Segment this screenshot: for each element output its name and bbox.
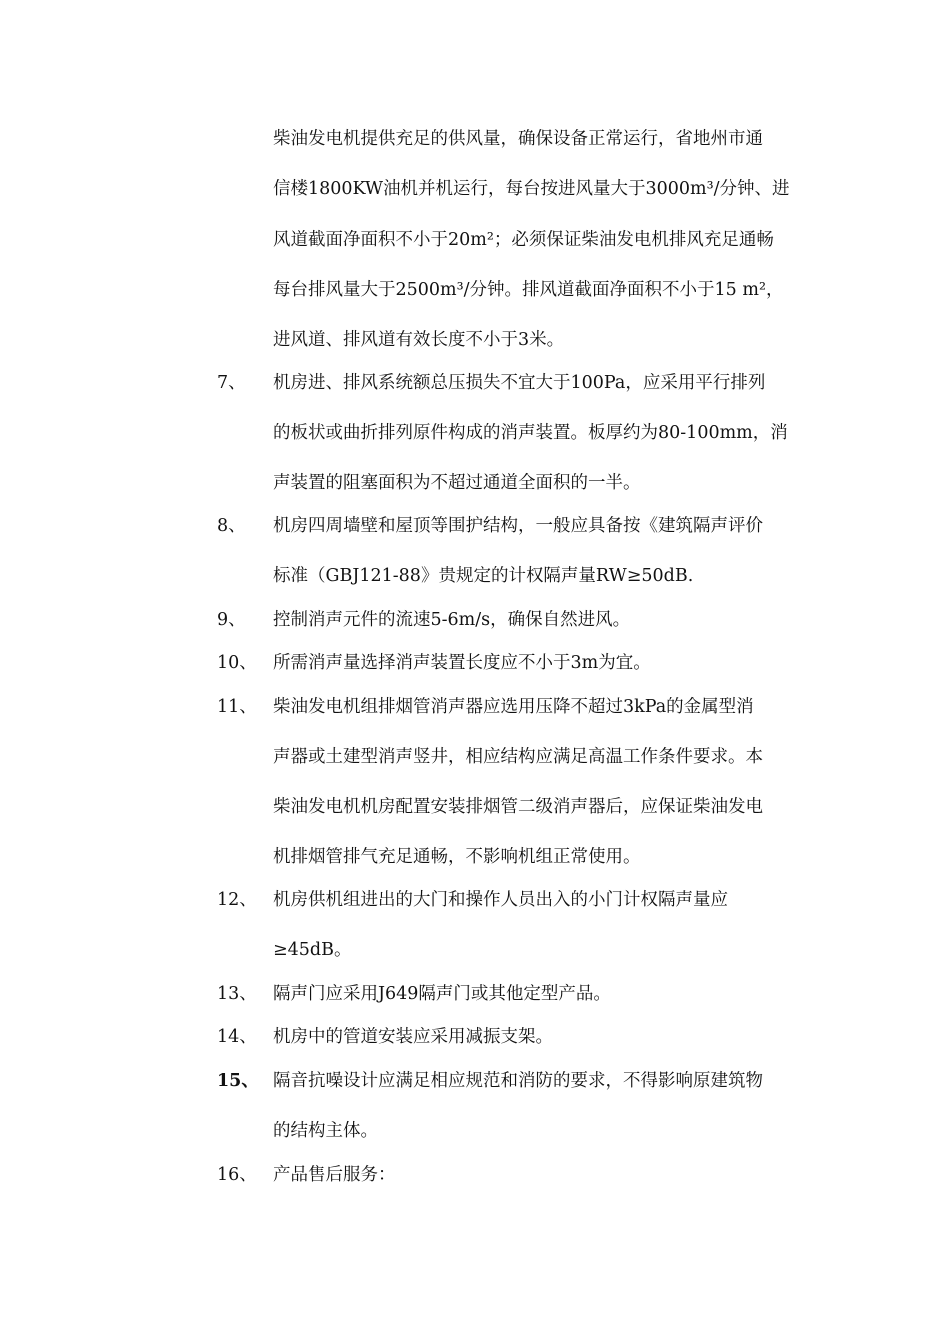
text-line: 机房供机组进出的大门和操作人员出入的小门计权隔声量应 [273,890,728,910]
text-line: 的结构主体。 [273,1121,378,1141]
text-line: 机房四周墙壁和屋顶等围护结构，一般应具备按《建筑隔声评价 [273,516,763,536]
item-number: 7、 [217,373,246,393]
text-line: 所需消声量选择消声装置长度应不小于3m为宜。 [273,653,651,673]
item-number: 8、 [217,516,246,536]
text-line: 机房中的管道安装应采用减振支架。 [273,1027,553,1047]
text-line: 风道截面净面积不小于20m²；必须保证柴油发电机排风充足通畅 [273,230,774,250]
text-line: 产品售后服务： [273,1165,396,1185]
text-line: 柴油发电机机房配置安装排烟管二级消声器后，应保证柴油发电 [273,797,763,817]
text-line: 柴油发电机提供充足的供风量，确保设备正常运行，省地州市通 [273,129,763,149]
item-number: 9、 [217,610,246,630]
text-line: 标准（GBJ121-88》贵规定的计权隔声量RW≥50dB. [273,566,694,586]
text-line: 柴油发电机组排烟管消声器应选用压降不超过3kPa的金属型消 [273,697,754,717]
item-number: 16、 [217,1165,257,1185]
item-number: 11、 [217,697,257,717]
text-line: 信楼1800KW油机并机运行，每台按进风量大于3000m³/分钟、进 [273,179,790,199]
item-number: 12、 [217,890,257,910]
item-number: 15、 [217,1071,259,1091]
text-line: 声器或土建型消声竖井，相应结构应满足高温工作条件要求。本 [273,747,763,767]
text-line: 进风道、排风道有效长度不小于3米。 [273,330,565,350]
text-line: 隔音抗噪设计应满足相应规范和消防的要求，不得影响原建筑物 [273,1071,763,1091]
item-number: 10、 [217,653,257,673]
text-line: 的板状或曲折排列原件构成的消声装置。板厚约为80-100mm，消 [273,423,788,443]
text-line: 机房进、排风系统额总压损失不宜大于100Pa，应采用平行排列 [273,373,766,393]
text-line: 控制消声元件的流速5-6m/s，确保自然进风。 [273,610,631,630]
text-line: 隔声门应采用J649隔声门或其他定型产品。 [273,984,611,1004]
item-number: 14、 [217,1027,257,1047]
text-line: ≥45dB。 [273,940,352,960]
text-line: 机排烟管排气充足通畅，不影响机组正常使用。 [273,847,641,867]
item-number: 13、 [217,984,257,1004]
text-line: 每台排风量大于2500m³/分钟。排风道截面净面积不小于15 m²， [273,280,784,300]
text-line: 声装置的阻塞面积为不超过通道全面积的一半。 [273,473,641,493]
